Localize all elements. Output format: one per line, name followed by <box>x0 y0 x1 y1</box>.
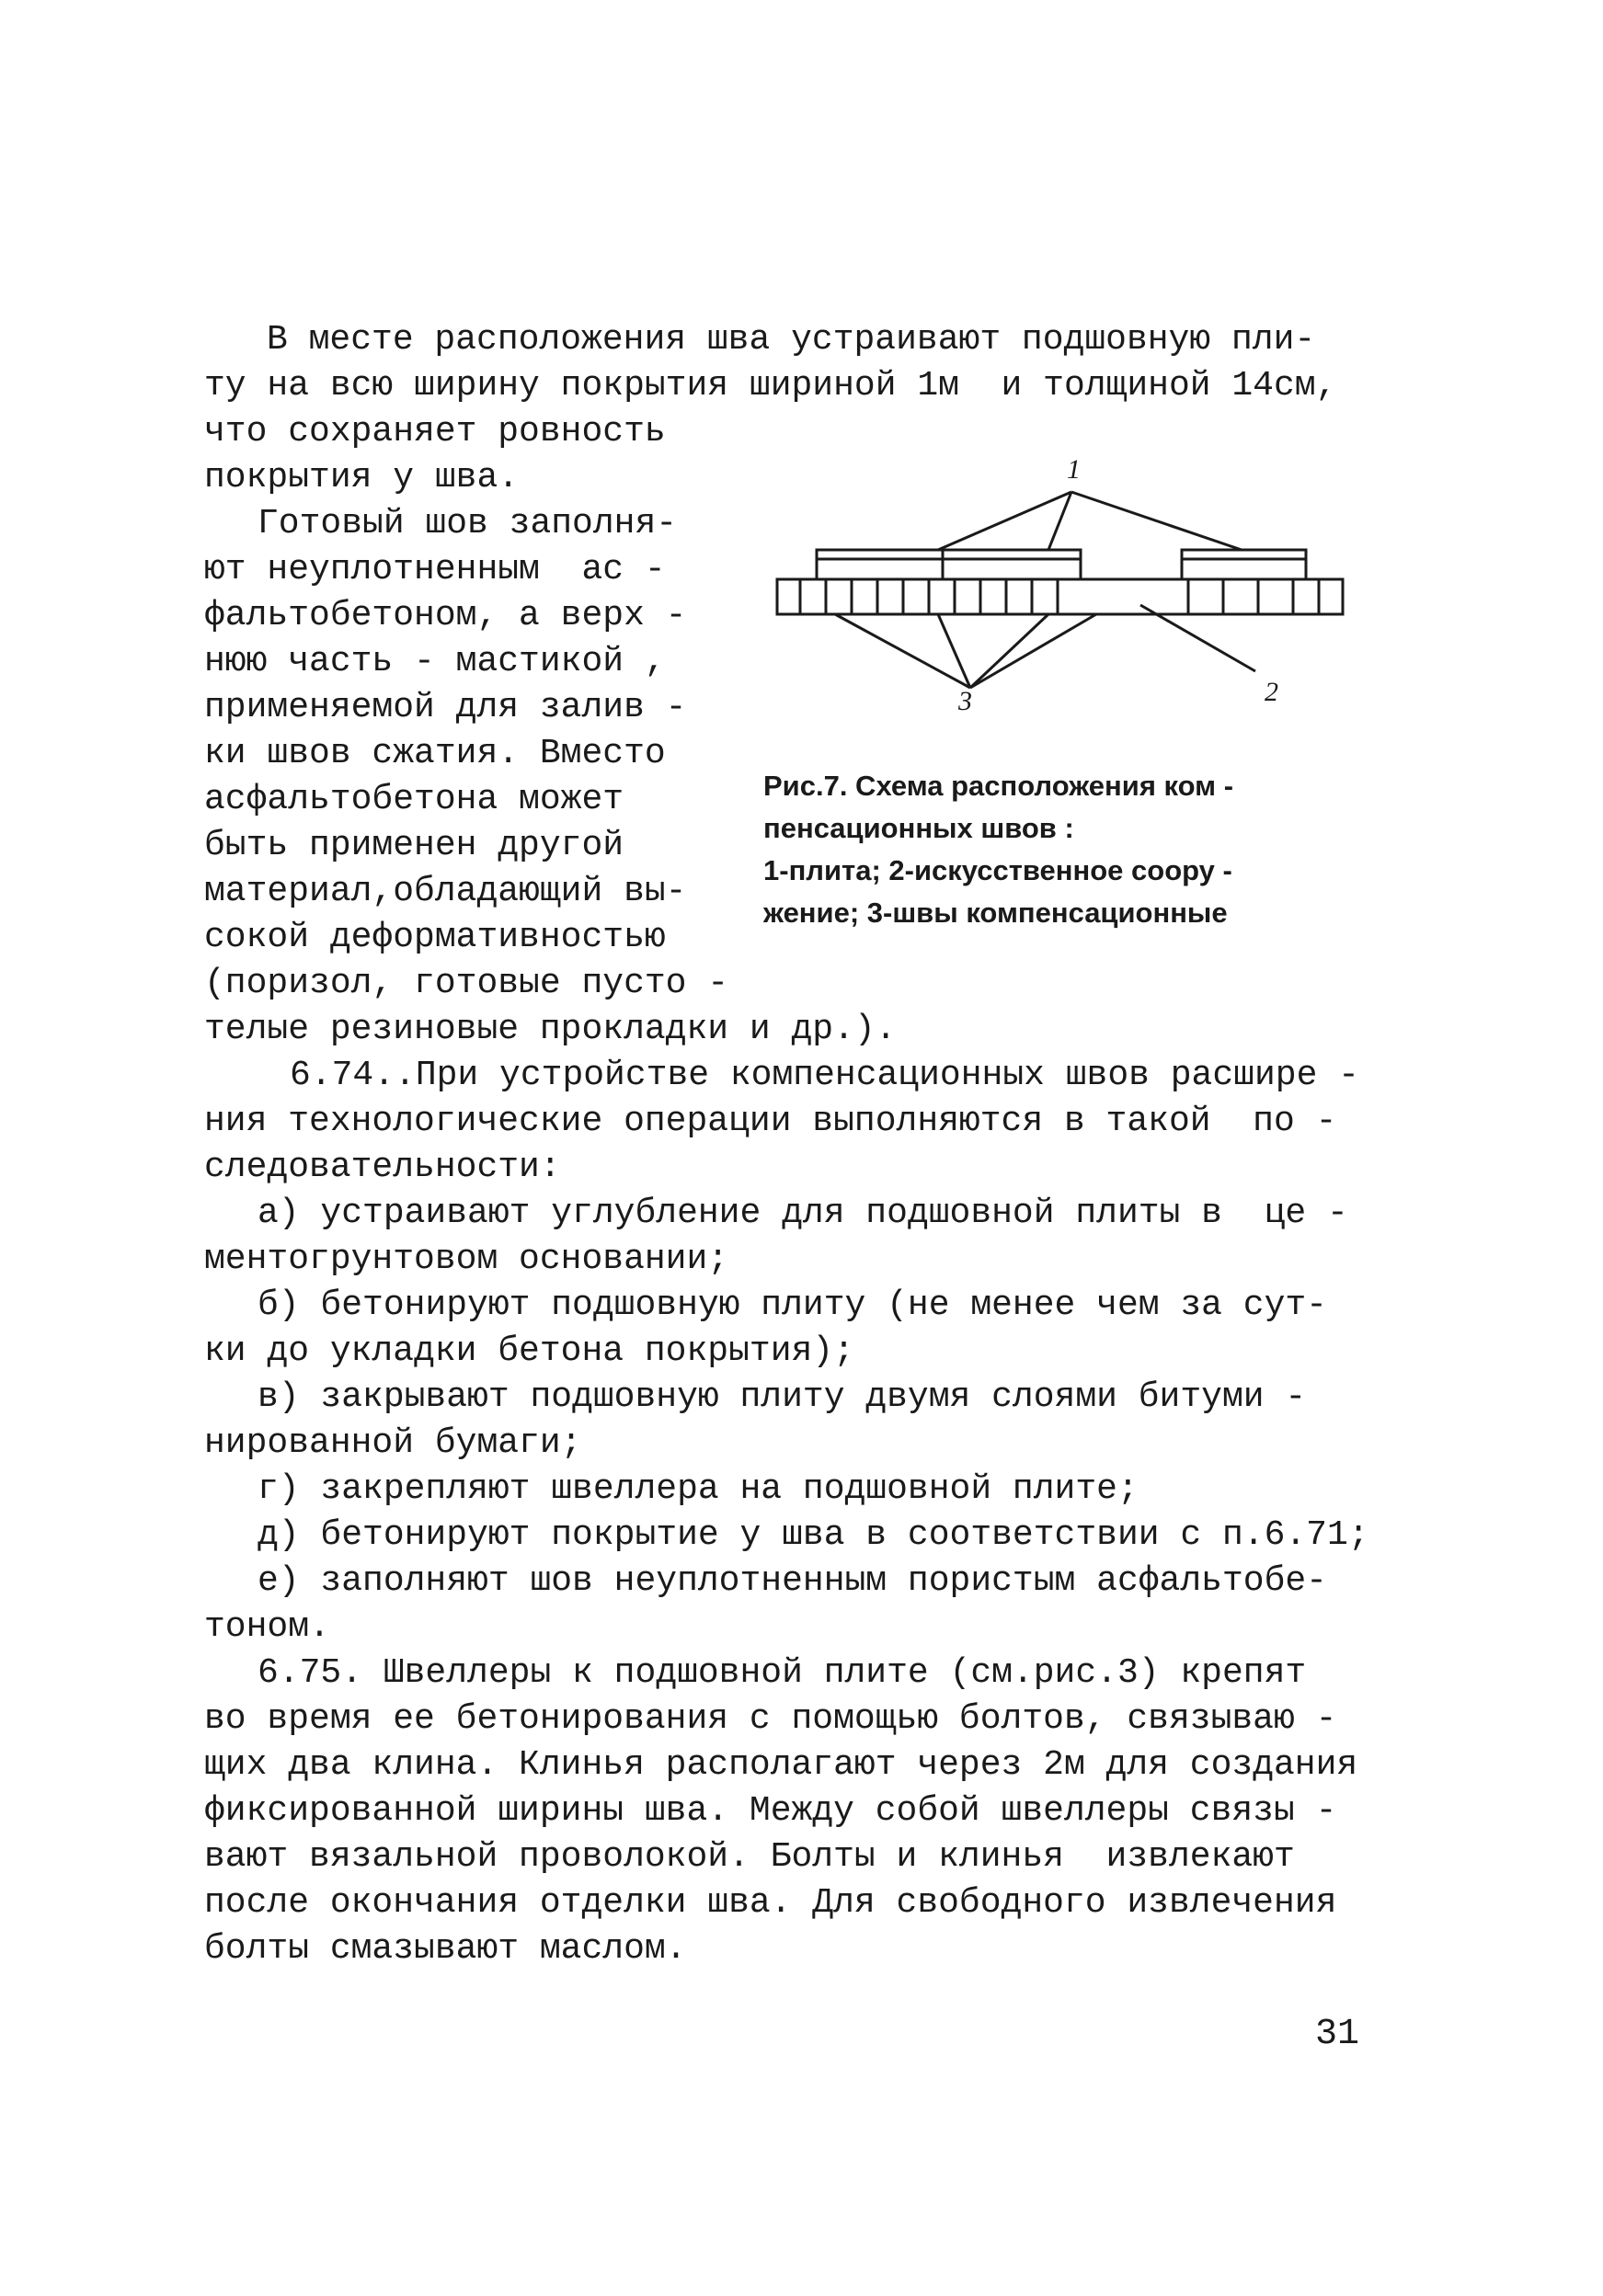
text-line: ния технологические операции выполняются в такой по - <box>204 1102 1337 1141</box>
figure-caption <box>763 765 1407 934</box>
text-line: ки швов сжатия. Вместо <box>204 734 666 773</box>
text-line: В месте расположения шва устраивают подшовную пли- <box>267 320 1316 360</box>
text-line: в) закрывают подшовную плиту двумя слоями битуми - <box>258 1377 1307 1417</box>
text-line: нированной бумаги; <box>204 1423 582 1463</box>
text-line: е) заполняют шов неуплотненным пористым асфальтобе- <box>258 1561 1327 1601</box>
joint-scheme-figure <box>754 441 1361 717</box>
text-line: щих два клина. Клинья располагают через 2м для создания <box>204 1745 1358 1785</box>
text-line: д) бетонируют покрытие у шва в соответствии с п.6.71; <box>258 1515 1369 1555</box>
text-line: следовательности: <box>204 1148 561 1187</box>
text-line: болты смазывают маслом. <box>204 1929 687 1969</box>
text-line: ментогрунтовом основании; <box>204 1239 729 1279</box>
text-line: что сохраняет ровность <box>204 412 666 451</box>
text-line: быть применен другой <box>204 826 624 865</box>
plate-left <box>817 550 1081 579</box>
text-line: а) устраивают углубление для подшовной плиты в це - <box>258 1194 1348 1233</box>
text-line: сокой деформативностью <box>204 918 666 957</box>
caption-line: 1-плита; 2-искусственное соору - <box>763 854 1232 886</box>
text-line: 6.75. Швеллеры к подшовной плите (см.рис.3) крепят <box>258 1653 1307 1693</box>
text-line: применяемой для залив - <box>204 688 687 727</box>
text-line: материал,обладающий вы- <box>204 872 687 911</box>
caption-line: жение; 3-швы компенсационные <box>763 897 1228 929</box>
figure-label-2: 2 <box>1265 677 1278 707</box>
text-line: во время ее бетонирования с помощью болтов, связываю - <box>204 1699 1337 1739</box>
figure-label-3: 3 <box>958 686 972 716</box>
text-line: Готовый шов заполня- <box>258 504 678 543</box>
caption-line: пенсационных швов : <box>763 812 1074 844</box>
text-line: нюю часть - мастикой , <box>204 642 666 681</box>
text-line: 6.74..При устройстве компенсационных швов расшире - <box>290 1056 1359 1095</box>
plate-right <box>1182 550 1306 579</box>
text-line: (поризол, готовые пусто - <box>204 964 729 1003</box>
text-line: г) закрепляют швеллера на подшовной плите; <box>258 1469 1139 1509</box>
text-line: фиксированной ширины шва. Между собой швеллеры связы - <box>204 1791 1337 1831</box>
figure-label-1: 1 <box>1067 454 1081 485</box>
text-line: телые резиновые прокладки и др.). <box>204 1010 897 1049</box>
text-line: ки до укладки бетона покрытия); <box>204 1331 854 1371</box>
caption-line: Рис.7. Схема расположения ком - <box>763 770 1234 802</box>
text-line: вают вязальной проволокой. Болты и клинья извлекают <box>204 1837 1295 1877</box>
text-line: ту на всю ширину покрытия шириной 1м и толщиной 14см, <box>204 366 1337 406</box>
text-line: б) бетонируют подшовную плиту (не менее чем за сут- <box>258 1285 1327 1325</box>
text-line: фальтобетоном, а верх - <box>204 596 687 635</box>
page-number: 31 <box>1315 2014 1360 2055</box>
text-line: после окончания отделки шва. Для свободного извлечения <box>204 1883 1337 1923</box>
text-line: покрытия у шва. <box>204 458 520 497</box>
text-line: тоном. <box>204 1607 330 1647</box>
text-line: ют неуплотненным ас - <box>204 550 666 589</box>
text-line: асфальтобетона может <box>204 780 624 819</box>
